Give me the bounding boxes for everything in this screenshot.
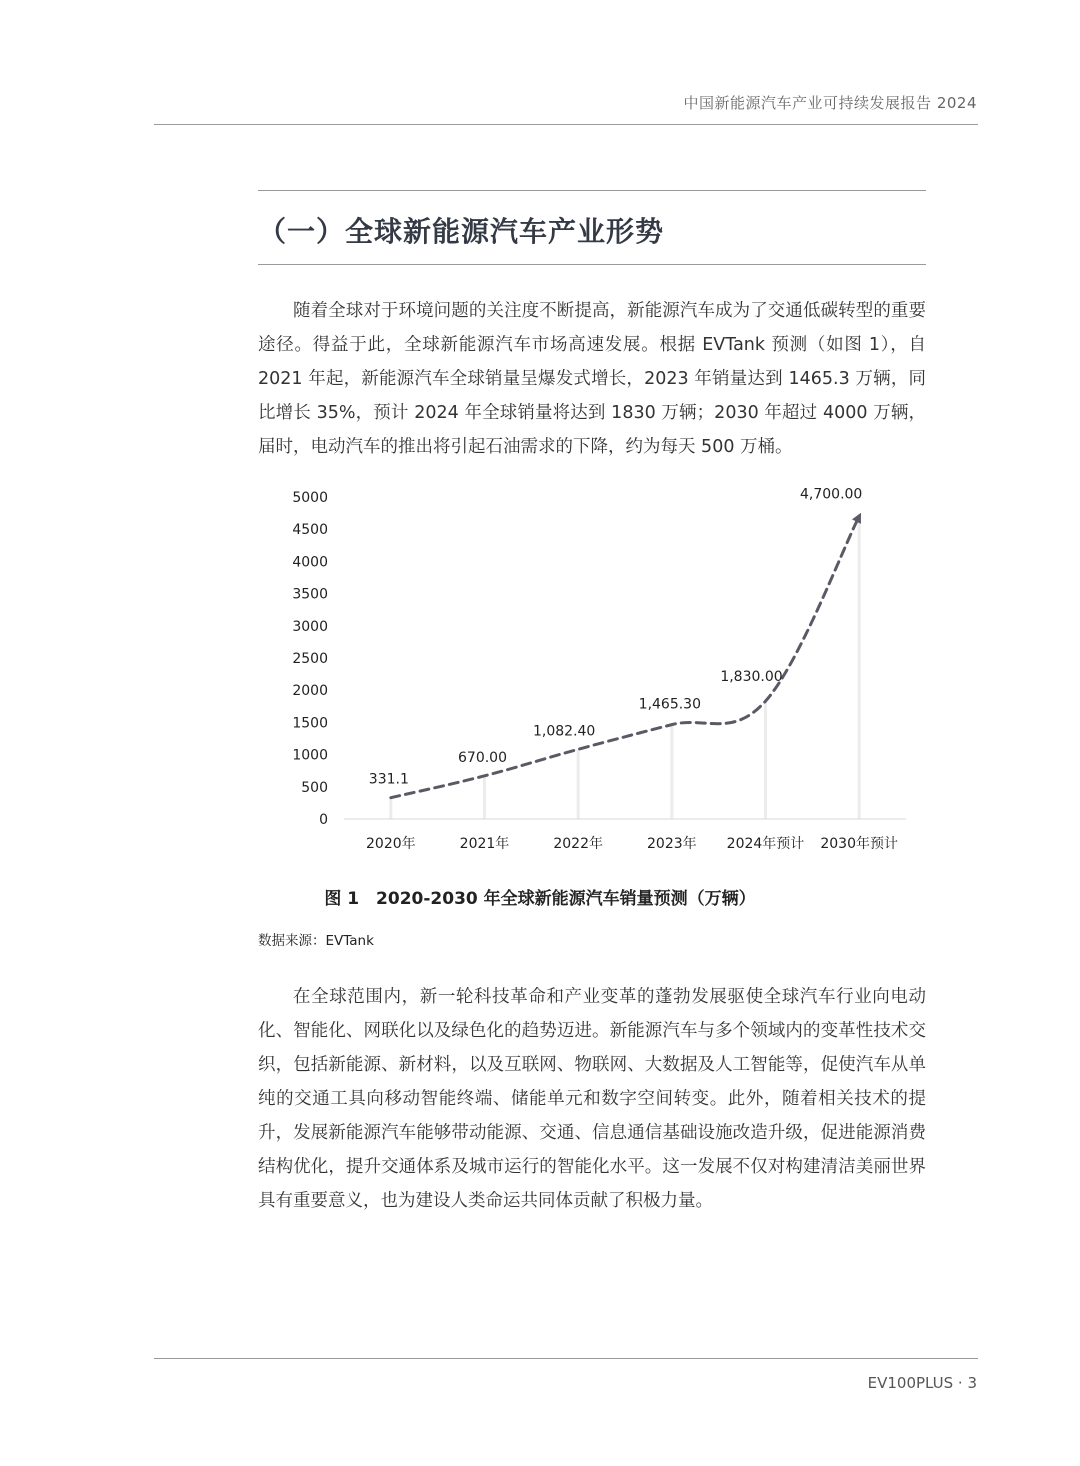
report-header-title: 中国新能源汽车产业可持续发展报告 2024	[683, 94, 977, 112]
data-label: 1,830.00	[720, 669, 783, 686]
figure-source: 数据来源：EVTank	[258, 933, 374, 949]
data-label: 331.1	[368, 771, 409, 788]
y-tick-label: 4500	[292, 522, 328, 539]
sales-forecast-chart	[280, 482, 920, 862]
y-tick-label: 2000	[292, 683, 328, 700]
drop-lines	[391, 516, 859, 819]
footer-rule	[154, 1358, 978, 1359]
paragraph-global-trends: 在全球范围内，新一轮科技革命和产业变革的蓬勃发展驱使全球汽车行业向电动化、智能化、网联化以及绿色化的趋势迈进。新能源汽车与多个领域内的变革性技术交织，包括新能源、新材料，以及互联网、物联网、大数据及人工智能等，促使汽车从单纯的交通工具向移动智能终端、储能单元和数字空间转变。此外，随着相关技术的提升，发展新能源汽车能够带动能源、交通、信息通信基础设施改造升级，促进能源消费结构优化，提升交通体系及城市运行的智能化水平。这一发展不仅对构建清洁美丽世界具有重要意义，也为建设人类命运共同体贡献了积极力量。	[258, 987, 926, 1211]
data-label: 1,465.30	[638, 696, 702, 713]
y-tick-label: 1500	[292, 715, 328, 732]
y-tick-label: 500	[301, 779, 328, 796]
data-label: 4,700.00	[799, 486, 863, 503]
y-tick-label: 4000	[292, 554, 328, 571]
x-tick-label: 2023年	[647, 836, 697, 852]
data-label: 670.00	[458, 749, 507, 766]
y-axis	[292, 490, 328, 828]
section-top-rule	[258, 190, 926, 191]
header-rule	[154, 124, 978, 125]
data-labels	[369, 486, 863, 787]
section-title: （一）全球新能源汽车产业形势	[258, 215, 665, 248]
x-tick-label: 2024年预计	[726, 836, 805, 852]
y-tick-label: 0	[319, 812, 328, 828]
y-tick-label: 2500	[292, 651, 328, 667]
x-tick-label: 2030年预计	[820, 836, 898, 852]
data-label: 1,082.40	[532, 723, 596, 740]
y-tick-label: 5000	[292, 490, 328, 506]
y-tick-label: 1000	[292, 747, 328, 764]
figure-caption: 图 1 2020-2030 年全球新能源汽车销量预测（万辆）	[324, 889, 756, 909]
page-footer: EV100PLUS · 3	[867, 1374, 977, 1392]
paragraph-intro: 随着全球对于环境问题的关注度不断提高，新能源汽车成为了交通低碳转型的重要途径。得益于此，全球新能源汽车市场高速发展。根据 EVTank 预测（如图 1），自 2021 年起，新能源汽车全球销量呈爆发式增长，2023 年销量达到 1465.3 万辆，同比增长 35%，预计 2024 年全球销量将达到 1830 万辆；2030 年超过 4000 万辆，届时，电动汽车的推出将引起石油需求的下降，约为每天 500 万桶。	[258, 301, 926, 457]
section-bottom-rule	[258, 264, 926, 265]
x-tick-label: 2022年	[553, 836, 603, 852]
y-tick-label: 3000	[292, 618, 328, 635]
y-tick-label: 3500	[292, 586, 328, 603]
x-tick-label: 2020年	[366, 836, 416, 852]
x-axis	[366, 835, 898, 852]
x-tick-label: 2021年	[459, 836, 510, 852]
